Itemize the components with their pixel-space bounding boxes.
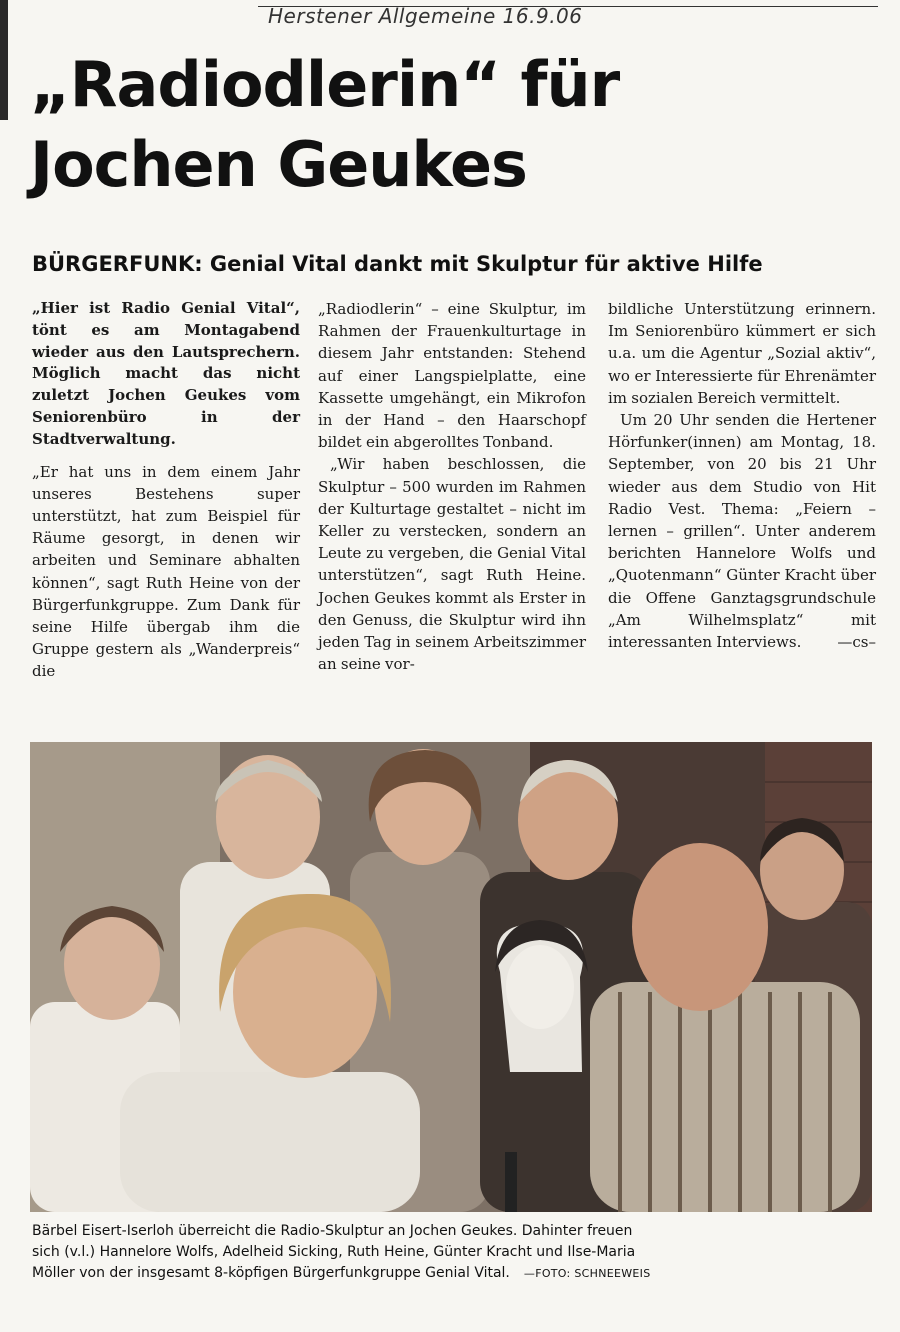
photo-credit: —FOTO: SCHNEEWEIS	[523, 1267, 651, 1280]
article-paragraph: „Er hat uns in dem einem Jahr unseres Bestehens super unterstützt, hat zum Beispiel für Räume gesorgt, in denen wir arbeiten und Seminare abhalten können“, sagt Ruth Heine von der Bürgerfunkgruppe. Zum Dank für seine Hilfe übergab ihm die Gruppe gestern als „Wanderpreis“ die	[32, 462, 300, 681]
group-photo	[30, 742, 872, 1212]
group-photo-illustration	[30, 742, 872, 1212]
headline-line-2: Jochen Geukes	[30, 128, 527, 201]
photo-caption	[32, 1221, 872, 1284]
handwritten-source-note: Herstener Allgemeine 16.9.06	[268, 4, 583, 28]
article-column-3	[608, 298, 876, 653]
article-paragraph: bildliche Unterstützung erinnern. Im Seniorenbüro kümmert er sich u.a. um die Agentur „Sozial aktiv“, wo er Interessierte für Ehrenämter im sozialen Bereich vermittelt.	[608, 300, 876, 407]
headline	[30, 45, 870, 205]
page-edge-bar	[0, 0, 8, 120]
caption-line-3	[32, 1263, 872, 1284]
article-paragraph: „Wir haben beschlossen, die Skulptur – 500 wurden im Rahmen der Kulturtage gestaltet – nicht im Keller zu verstecken, sondern an Leute zu vergeben, die Genial Vital unterstützen“, sagt Ruth Heine. Jochen Geukes kommt als Erster in den Genuss, die Skulptur wird ihn jeden Tag in seinem Arbeitszimmer an seine vor-	[318, 455, 586, 674]
article-lead: „Hier ist Radio Genial Vital“, tönt es am Montagabend wieder aus den Lautsprechern. Möglich macht das nicht zuletzt Jochen Geukes vom Seniorenbüro in der Stadtverwaltung.	[32, 299, 300, 448]
caption-line-1: Bärbel Eisert-Iserloh überreicht die Radio-Skulptur an Jochen Geukes. Dahinter freuen	[32, 1223, 633, 1239]
article-paragraph: „Radiodlerin“ – eine Skulptur, im Rahmen der Frauenkulturtage in diesem Jahr entstanden: Stehend auf einer Langspielplatte, eine Kassette umgehängt, ein Mikrofon in der Hand – den Haarschopf bildet ein abgerolltes Tonband.	[318, 300, 586, 452]
headline-line-1: „Radiodlerin“ für	[30, 48, 620, 121]
article-column-2	[318, 298, 586, 675]
article-paragraph: Um 20 Uhr senden die Hertener Hörfunker(innen) am Montag, 18. September, von 20 bis 21 Uhr wieder aus dem Studio von Hit Radio Vest. Thema: „Feiern – lernen – grillen“. Unter anderem berichten Hannelore Wolfs und „Quotenmann“ Günter Kracht über die Offene Ganztagsgrundschule „Am Wilhelmsplatz“ mit interessanten Interviews.	[608, 411, 876, 652]
article-column-1	[32, 298, 300, 683]
author-signature: —cs–	[837, 633, 876, 652]
subheadline: BÜRGERFUNK: Genial Vital dankt mit Skulptur für aktive Hilfe	[32, 252, 763, 276]
caption-line-3-text: Möller von der insgesamt 8-köpfigen Bürgerfunkgruppe Genial Vital.	[32, 1265, 510, 1281]
caption-line-2: sich (v.l.) Hannelore Wolfs, Adelheid Sicking, Ruth Heine, Günter Kracht und Ilse-Maria	[32, 1244, 636, 1260]
